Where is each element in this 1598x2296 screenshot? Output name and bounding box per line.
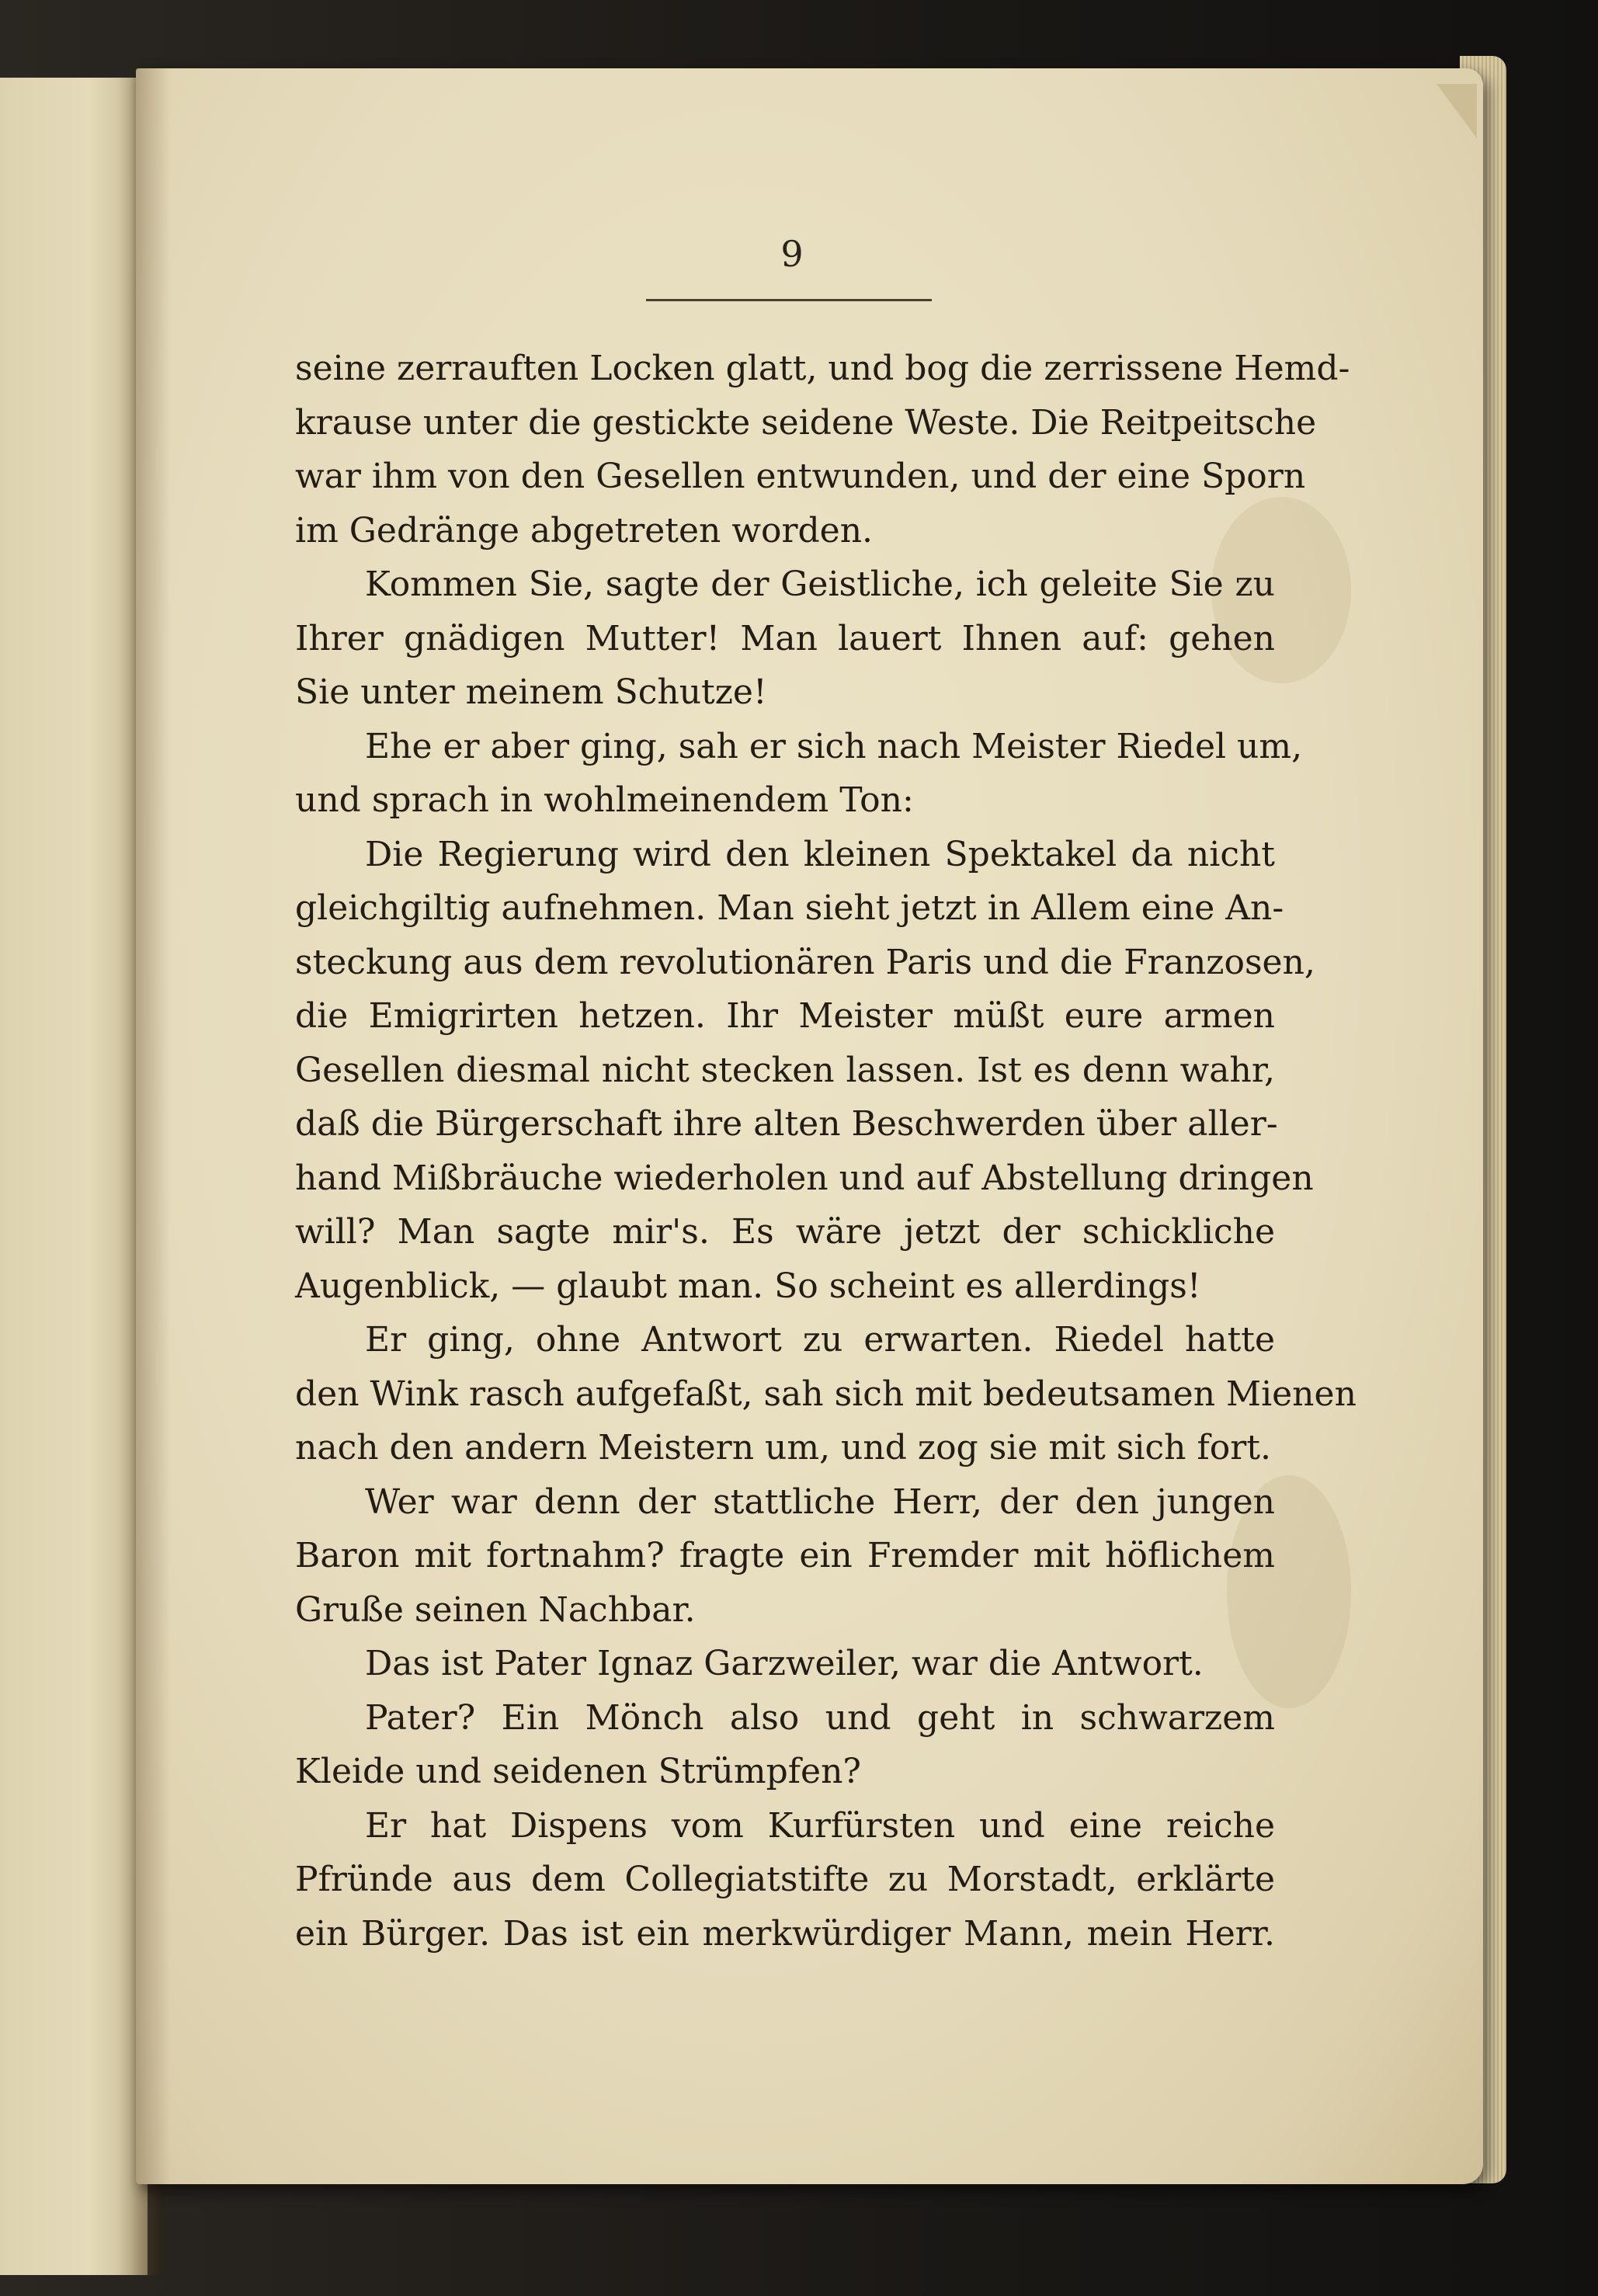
text-line: nach den andern Meistern um, und zog sie mit sich fort. (295, 1428, 1271, 1468)
text-line: will? Man sagte mir's. Es wäre jetzt der schickliche (295, 1212, 1275, 1252)
text-line: Gruße seinen Nachbar. (295, 1590, 696, 1630)
text-line: steckung aus dem revolutionären Paris und die Franzosen, (295, 943, 1315, 982)
text-line: Er ging, ohne Antwort zu erwarten. Riedel hatte (365, 1320, 1275, 1360)
text-line: den Wink rasch aufgefaßt, sah sich mit bedeutsamen Mienen (295, 1374, 1357, 1414)
page-gutter (136, 68, 171, 2184)
text-line: gleichgiltig aufnehmen. Man sieht jetzt in Allem eine An- (295, 888, 1284, 928)
text-line: Kleide und seidenen Strümpfen? (295, 1752, 862, 1791)
text-line: Die Regierung wird den kleinen Spektakel da nicht (365, 835, 1275, 874)
text-line: Das ist Pater Ignaz Garzweiler, war die Antwort. (365, 1644, 1204, 1683)
text-line: Augenblick, — glaubt man. So scheint es allerdings! (295, 1266, 1201, 1306)
text-line: im Gedränge abgetreten worden. (295, 511, 874, 551)
page-number: 9 (780, 233, 804, 275)
text-line: daß die Bürgerschaft ihre alten Beschwerden über aller- (295, 1104, 1278, 1144)
text-line: krause unter die gestickte seidene Weste. Die Reitpeitsche (295, 403, 1317, 443)
text-line: Er hat Dispens vom Kurfürsten und eine reiche (365, 1806, 1275, 1846)
text-line: und sprach in wohlmeinendem Ton: (295, 780, 914, 820)
header-rule (646, 299, 932, 301)
text-line: Sie unter meinem Schutze! (295, 672, 767, 712)
text-line: Ehe er aber ging, sah er sich nach Meister Riedel um, (365, 727, 1303, 766)
folded-corner (1436, 84, 1477, 138)
text-line: Ihrer gnädigen Mutter! Man lauert Ihnen auf: gehen (295, 619, 1275, 658)
text-line: Pfründe aus dem Collegiatstifte zu Morstadt, erklärte (295, 1860, 1275, 1899)
text-line: die Emigrirten hetzen. Ihr Meister müßt eure armen (295, 996, 1275, 1036)
text-line: war ihm von den Gesellen entwunden, und der eine Sporn (295, 457, 1306, 496)
text-line: ein Bürger. Das ist ein merkwürdiger Mann, mein Herr. (295, 1914, 1275, 1954)
text-line: Wer war denn der stattliche Herr, der den jungen (365, 1482, 1275, 1522)
text-line: Gesellen diesmal nicht stecken lassen. Ist es denn wahr, (295, 1051, 1275, 1090)
text-line: Baron mit fortnahm? fragte ein Fremder mit höflichem (295, 1536, 1275, 1575)
text-line: seine zerrauften Locken glatt, und bog die zerrissene Hemd- (295, 349, 1350, 388)
text-line: hand Mißbräuche wiederholen und auf Abstellung dringen (295, 1158, 1314, 1198)
text-line: Kommen Sie, sagte der Geistliche, ich geleite Sie zu (365, 564, 1275, 604)
text-line: Pater? Ein Mönch also und geht in schwarzem (365, 1698, 1275, 1738)
